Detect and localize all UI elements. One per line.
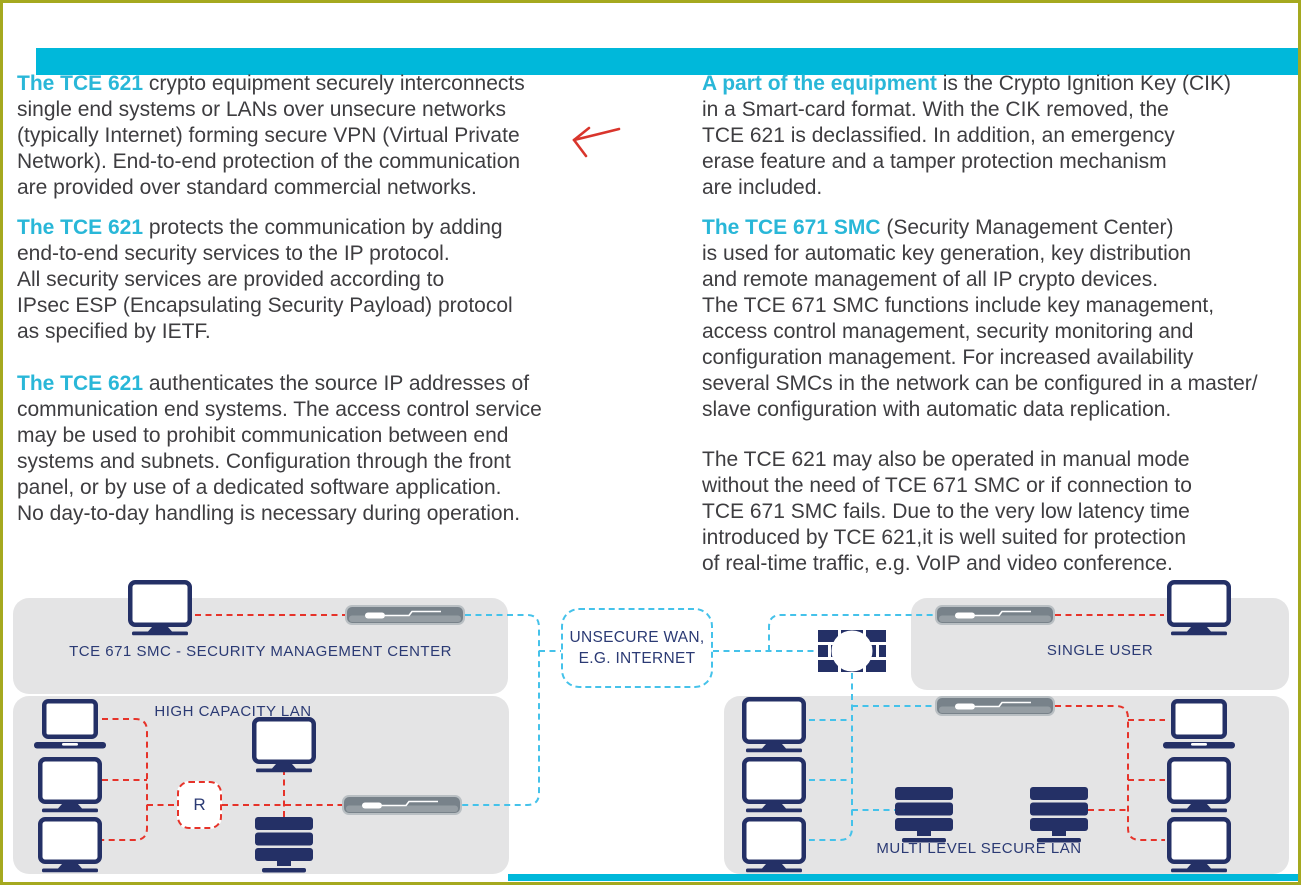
paragraph-lead: The TCE 671 SMC xyxy=(702,216,881,239)
wan-cloud-box xyxy=(561,608,713,688)
paragraph xyxy=(17,215,513,345)
text-line: of real-time traffic, e.g. VoIP and video conference. xyxy=(702,552,1173,575)
paragraph-lead: The TCE 621 xyxy=(17,216,144,239)
text-line: panel, or by use of a dedicated software application. xyxy=(17,476,502,499)
text-line: The TCE 671 SMC functions include key management, xyxy=(702,294,1215,317)
paragraph-lead: The TCE 621 xyxy=(17,372,144,395)
text-line: The TCE 621 crypto equipment securely interconnects xyxy=(17,72,525,95)
text-line: TCE 671 SMC fails. Due to the very low latency time xyxy=(702,500,1190,523)
single-user-label: SINGLE USER xyxy=(1046,642,1154,659)
text-line: introduced by TCE 621,it is well suited for protection xyxy=(702,526,1187,549)
paragraph xyxy=(702,215,1258,423)
crypto-device-icon xyxy=(936,697,1054,715)
text-line: TCE 621 is declassified. In addition, an emergency xyxy=(702,124,1175,147)
text-line: No day-to-day handling is necessary during operation. xyxy=(17,502,521,525)
text-line: systems and subnets. Configuration through the front xyxy=(17,450,511,473)
text-line: configuration management. For increased availability xyxy=(702,346,1194,369)
text-line: single end systems or LANs over unsecure networks xyxy=(17,98,507,121)
text-line: Network). End-to-end protection of the communication xyxy=(17,150,521,173)
text-line: The TCE 621 protects the communication by adding xyxy=(17,216,503,239)
text-line: All security services are provided according to xyxy=(17,268,445,291)
multi-level-secure-lan-label: MULTI LEVEL SECURE LAN xyxy=(876,840,1082,857)
text-line: in a Smart-card format. With the CIK removed, the xyxy=(702,98,1169,121)
text-line: several SMCs in the network can be configured in a master/ xyxy=(702,372,1258,395)
text-line: erase feature and a tamper protection mechanism xyxy=(702,150,1167,173)
router-label: R xyxy=(193,795,206,814)
paragraph xyxy=(17,371,542,527)
text-line: IPsec ESP (Encapsulating Security Payload) protocol xyxy=(17,294,513,317)
high-capacity-lan-label: HIGH CAPACITY LAN xyxy=(154,703,312,720)
text-line: The TCE 621 may also be operated in manual mode xyxy=(702,448,1190,471)
text-line: A part of the equipment is the Crypto Ignition Key (CIK) xyxy=(702,72,1232,95)
text-line: The TCE 621 authenticates the source IP addresses of xyxy=(17,372,530,395)
text-line: are included. xyxy=(702,176,823,199)
text-line: without the need of TCE 671 SMC or if connection to xyxy=(702,474,1192,497)
firewall-icon xyxy=(818,630,886,672)
paragraph xyxy=(702,447,1192,577)
text-line: as specified by IETF. xyxy=(17,320,211,343)
wan-label-line1: UNSECURE WAN, xyxy=(569,629,705,646)
smc-label: TCE 671 SMC - SECURITY MANAGEMENT CENTER xyxy=(69,643,452,660)
wan-label-line2: E.G. INTERNET xyxy=(578,650,696,667)
text-line: slave configuration with automatic data replication. xyxy=(702,398,1172,421)
text-line: communication end systems. The access control service xyxy=(17,398,542,421)
text-line: end-to-end security services to the IP protocol. xyxy=(17,242,450,265)
paragraph-lead: The TCE 621 xyxy=(17,72,144,95)
router-icon xyxy=(177,781,222,829)
crypto-device-icon xyxy=(346,606,464,624)
paragraph xyxy=(17,71,525,201)
text-line: is used for automatic key generation, key distribution xyxy=(702,242,1192,265)
crypto-device-icon xyxy=(343,796,461,814)
paragraph-lead: A part of the equipment xyxy=(702,72,937,95)
text-line: (typically Internet) forming secure VPN (Virtual Private xyxy=(17,124,520,147)
text-line: The TCE 671 SMC (Security Management Center) xyxy=(702,216,1174,239)
paragraph xyxy=(702,71,1231,201)
text-line: may be used to prohibit communication between end xyxy=(17,424,509,447)
text-line: and remote management of all IP crypto devices. xyxy=(702,268,1159,291)
text-line: access control management, security monitoring and xyxy=(702,320,1194,343)
text-line: are provided over standard commercial networks. xyxy=(17,176,477,199)
annotation-arrow-icon xyxy=(563,119,625,169)
crypto-device-icon xyxy=(936,606,1054,624)
